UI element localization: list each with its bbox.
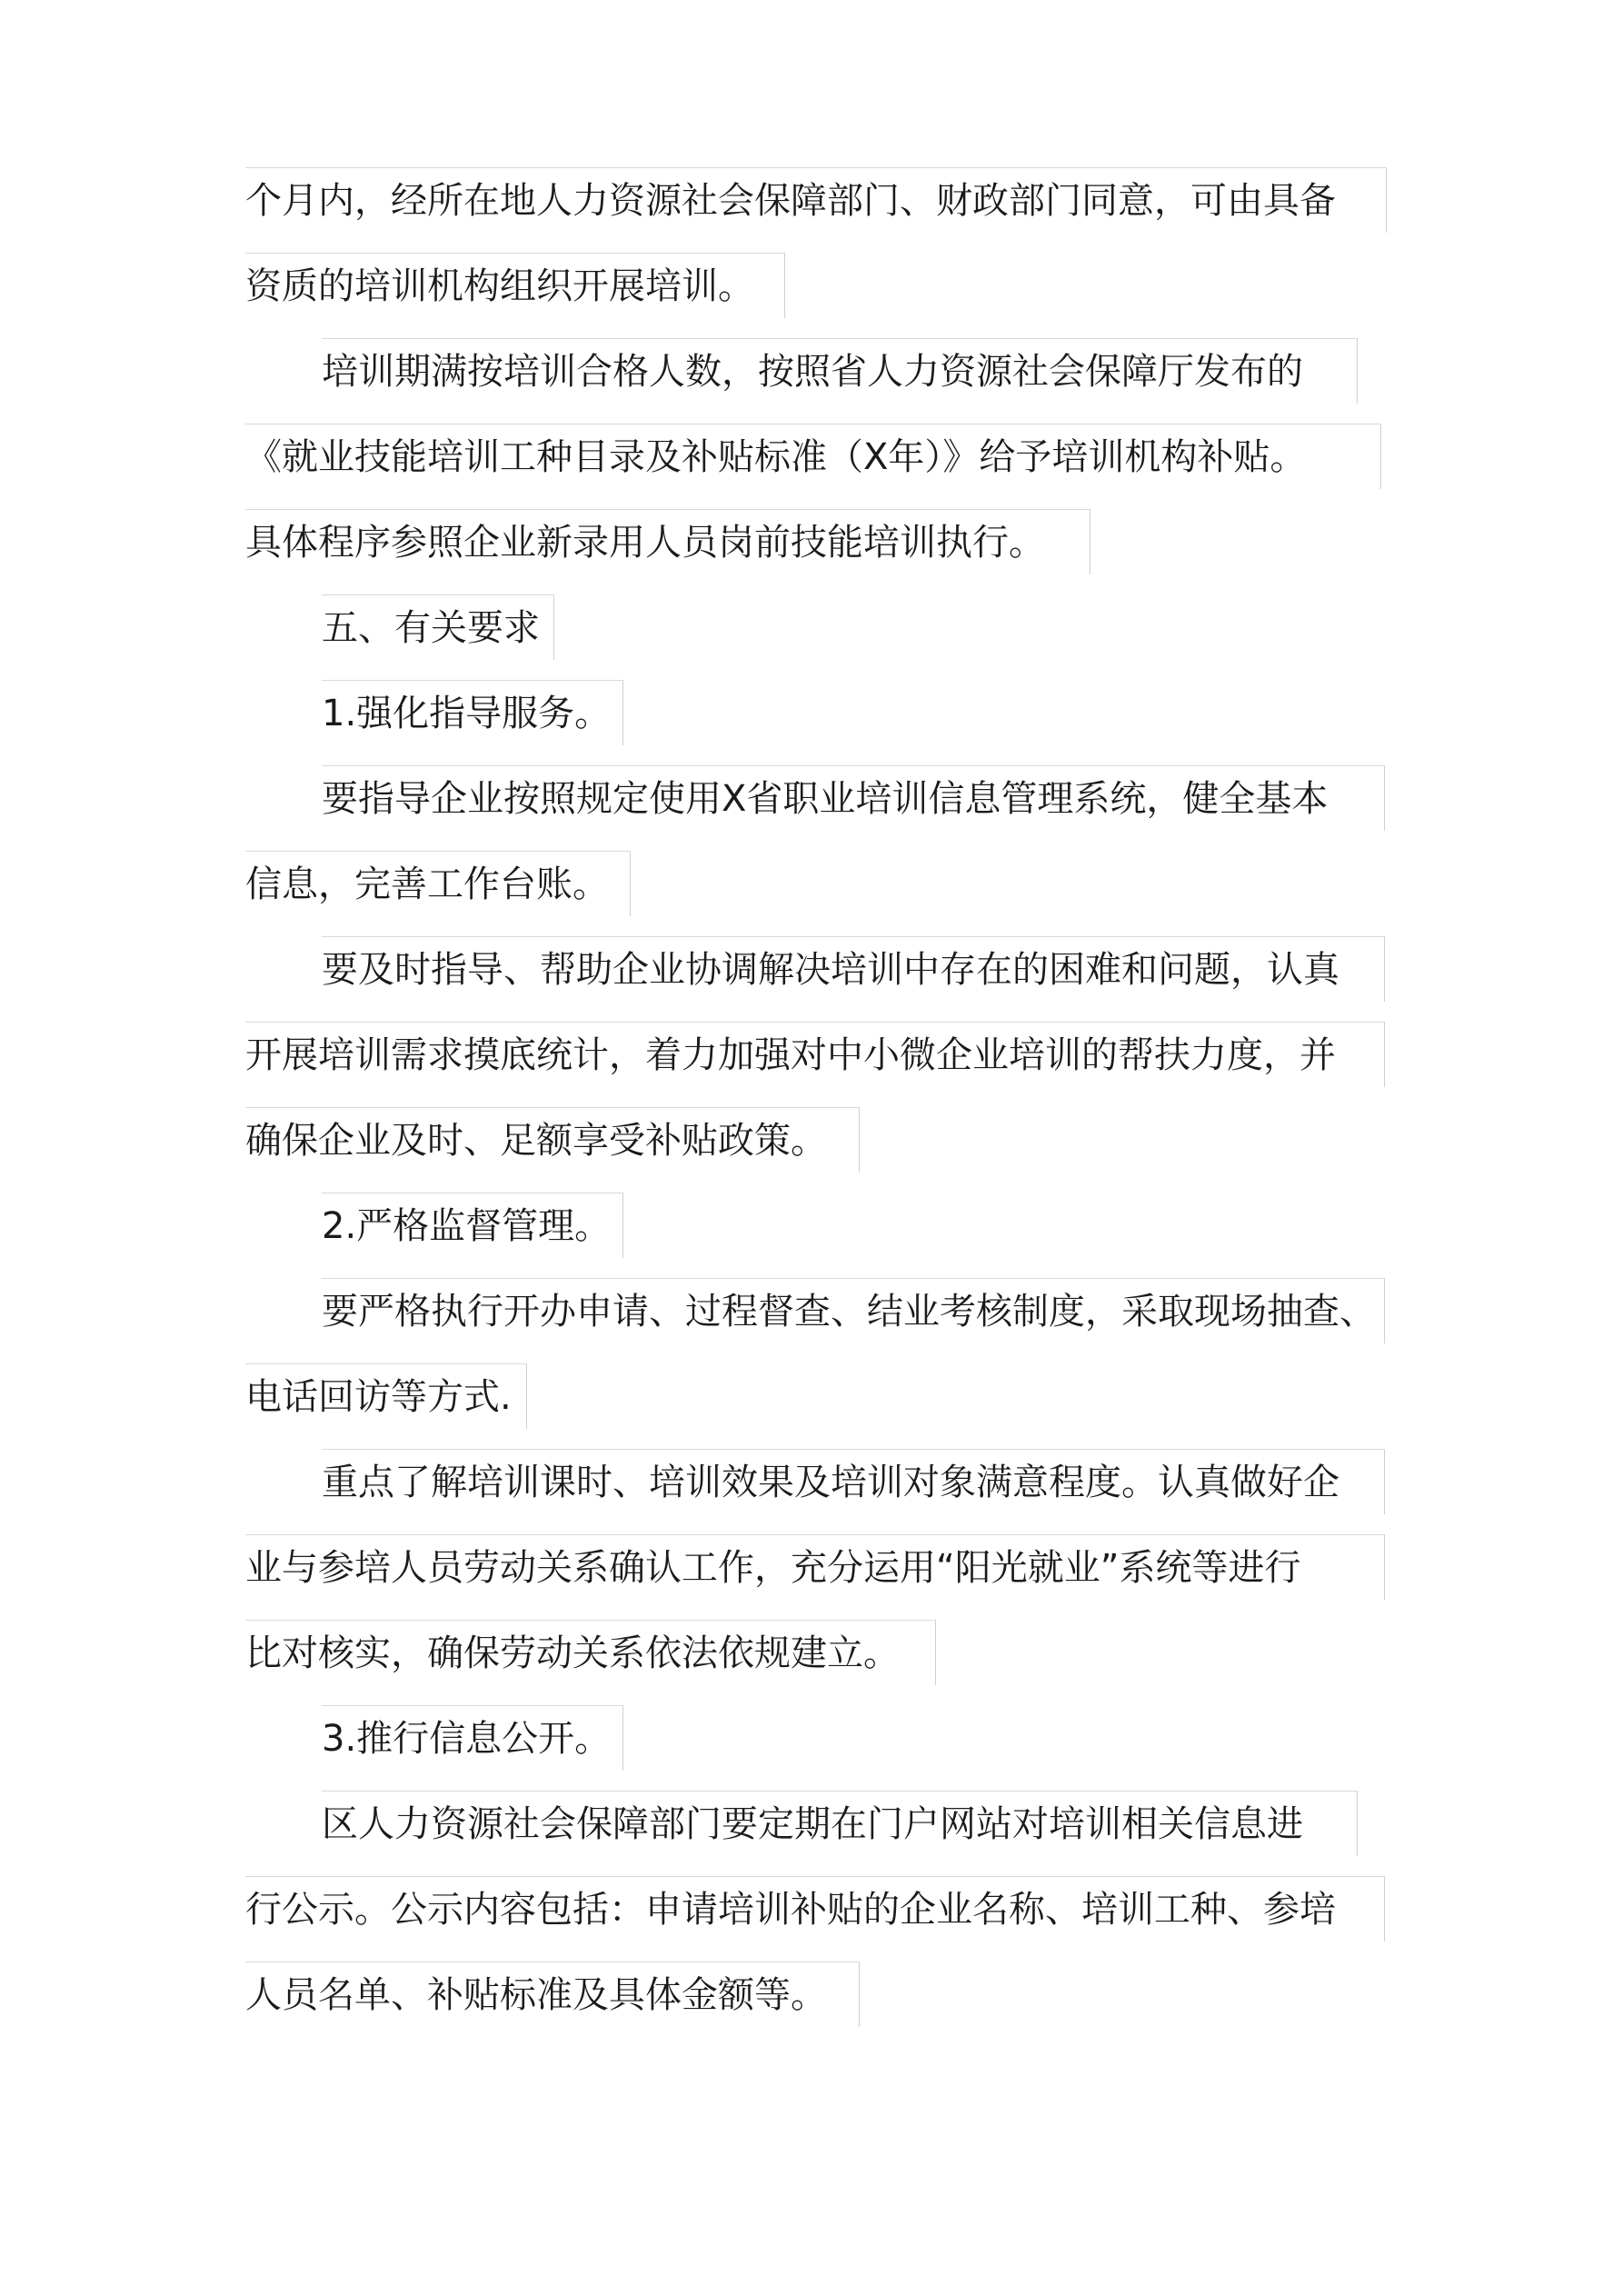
body-line: 《就业技能培训工种目录及补贴标准（X年）》给予培训机构补贴。 bbox=[245, 424, 1381, 489]
body-line: 比对核实，确保劳动关系依法依规建立。 bbox=[245, 1620, 936, 1685]
section-heading: 五、有关要求 bbox=[322, 594, 554, 660]
subsection-heading: 3.推行信息公开。 bbox=[322, 1705, 623, 1771]
subsection-heading: 1.强化指导服务。 bbox=[322, 680, 623, 745]
body-line: 业与参培人员劳动关系确认工作，充分运用“阳光就业”系统等进行 bbox=[245, 1534, 1385, 1600]
body-line: 培训期满按培训合格人数，按照省人力资源社会保障厅发布的 bbox=[322, 338, 1358, 404]
body-line: 人员名单、补贴标准及具体金额等。 bbox=[245, 1962, 860, 2027]
body-line: 电话回访等方式. bbox=[245, 1363, 527, 1429]
body-line: 个月内，经所在地人力资源社会保障部门、财政部门同意，可由具备 bbox=[245, 167, 1387, 233]
body-line: 要严格执行开办申请、过程督查、结业考核制度，采取现场抽查、 bbox=[322, 1278, 1385, 1343]
body-line: 要及时指导、帮助企业协调解决培训中存在的困难和问题，认真 bbox=[322, 936, 1385, 1002]
body-line: 重点了解培训课时、培训效果及培训对象满意程度。认真做好企 bbox=[322, 1449, 1385, 1514]
body-line: 行公示。公示内容包括：申请培训补贴的企业名称、培训工种、参培 bbox=[245, 1876, 1385, 1942]
body-line: 信息，完善工作台账。 bbox=[245, 851, 631, 916]
body-line: 资质的培训机构组织开展培训。 bbox=[245, 253, 785, 318]
subsection-heading: 2.严格监督管理。 bbox=[322, 1193, 623, 1258]
body-line: 要指导企业按照规定使用X省职业培训信息管理系统，健全基本 bbox=[322, 765, 1385, 831]
body-line: 开展培训需求摸底统计，着力加强对中小微企业培训的帮扶力度，并 bbox=[245, 1022, 1385, 1087]
body-line: 具体程序参照企业新录用人员岗前技能培训执行。 bbox=[245, 509, 1090, 574]
body-line: 区人力资源社会保障部门要定期在门户网站对培训相关信息进 bbox=[322, 1791, 1358, 1856]
body-line: 确保企业及时、足额享受补贴政策。 bbox=[245, 1107, 860, 1173]
